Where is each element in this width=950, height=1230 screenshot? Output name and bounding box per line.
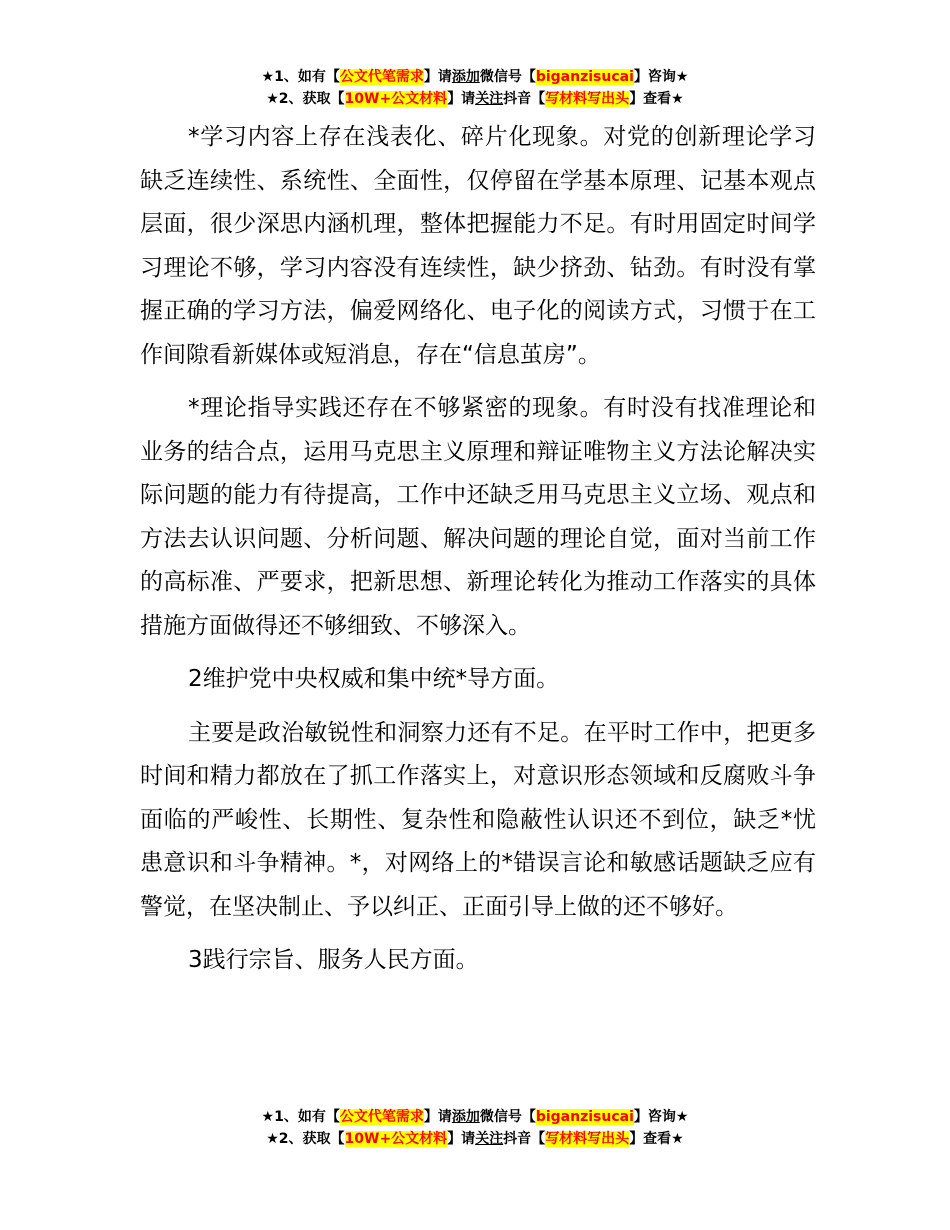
banner-underline: 添加 [451,1109,480,1125]
footer-banner [0,1106,950,1150]
banner-highlight: biganzisucai [535,1109,634,1125]
header-banner [0,66,950,110]
banner-text: 】查看★ [629,91,684,107]
banner-line-1 [0,1106,950,1128]
banner-text: 】咨询★ [633,69,689,85]
banner-text: ★1、如有【 [261,69,340,85]
document-body [140,116,816,993]
banner-text: 微信号【 [479,69,536,85]
banner-text: 抖音【 [503,91,546,107]
banner-text: 抖音【 [503,1131,546,1147]
banner-highlight: 写材料写出头 [545,91,630,107]
banner-text: 】请 [447,91,476,107]
banner-text: ★1、如有【 [261,1109,340,1125]
section-heading: 3践行宗旨、服务人民方面。 [188,947,479,973]
banner-text: ★2、获取【 [266,1131,345,1147]
banner-text: 】请 [423,1109,452,1125]
banner-underline: 关注 [475,1131,504,1147]
banner-highlight: 10W+公文材料 [344,91,448,107]
section-heading: 2维护党中央权威和集中统*导方面。 [188,666,560,692]
banner-line-2 [0,1128,950,1150]
paragraph: *理论指导实践还存在不够紧密的现象。有时没有找准理论和业务的结合点，运用马克思主义原理和辩证唯物主义方法论解决实际问题的能力有待提高，工作中还缺乏用马克思主义立场、观点和方法去认识问题、分析问题、解决问题的理论自觉，面对当前工作的高标准、严要求，把新思想、新理论转化为推动工作落实的具体措施方面做得还不够细致、不够深入。 [140,395,816,639]
banner-text: 微信号【 [479,1109,536,1125]
banner-text: 】请 [423,69,452,85]
banner-highlight: 公文代笔需求 [339,69,424,85]
paragraph: 主要是政治敏锐性和洞察力还有不足。在平时工作中，把更多时间和精力都放在了抓工作落实上，对意识形态领域和反腐败斗争面临的严峻性、长期性、复杂性和隐蔽性认识还不到位，缺乏*忧患意识和斗争精神。*，对网络上的*错误言论和敏感话题缺乏应有警觉，在坚决制止、予以纠正、正面引导上做的还不够好。 [140,719,816,920]
banner-highlight: 公文代笔需求 [339,1109,424,1125]
banner-highlight: biganzisucai [535,69,634,85]
banner-text: 】咨询★ [633,1109,689,1125]
banner-underline: 添加 [451,69,480,85]
banner-line-2 [0,88,950,110]
banner-text: 】查看★ [629,1131,684,1147]
banner-line-1 [0,66,950,88]
banner-highlight: 10W+公文材料 [344,1131,448,1147]
paragraph: *学习内容上存在浅表化、碎片化现象。对党的创新理论学习缺乏连续性、系统性、全面性，仅停留在学基本原理、记基本观点层面，很少深思内涵机理，整体把握能力不足。有时用固定时间学习理论不够，学习内容没有连续性，缺少挤劲、钻劲。有时没有掌握正确的学习方法，偏爱网络化、电子化的阅读方式，习惯于在工作间隙看新媒体或短消息，存在“信息茧房”。 [140,124,816,368]
banner-text: ★2、获取【 [266,91,345,107]
banner-text: 】请 [447,1131,476,1147]
banner-highlight: 写材料写出头 [545,1131,630,1147]
banner-underline: 关注 [475,91,504,107]
